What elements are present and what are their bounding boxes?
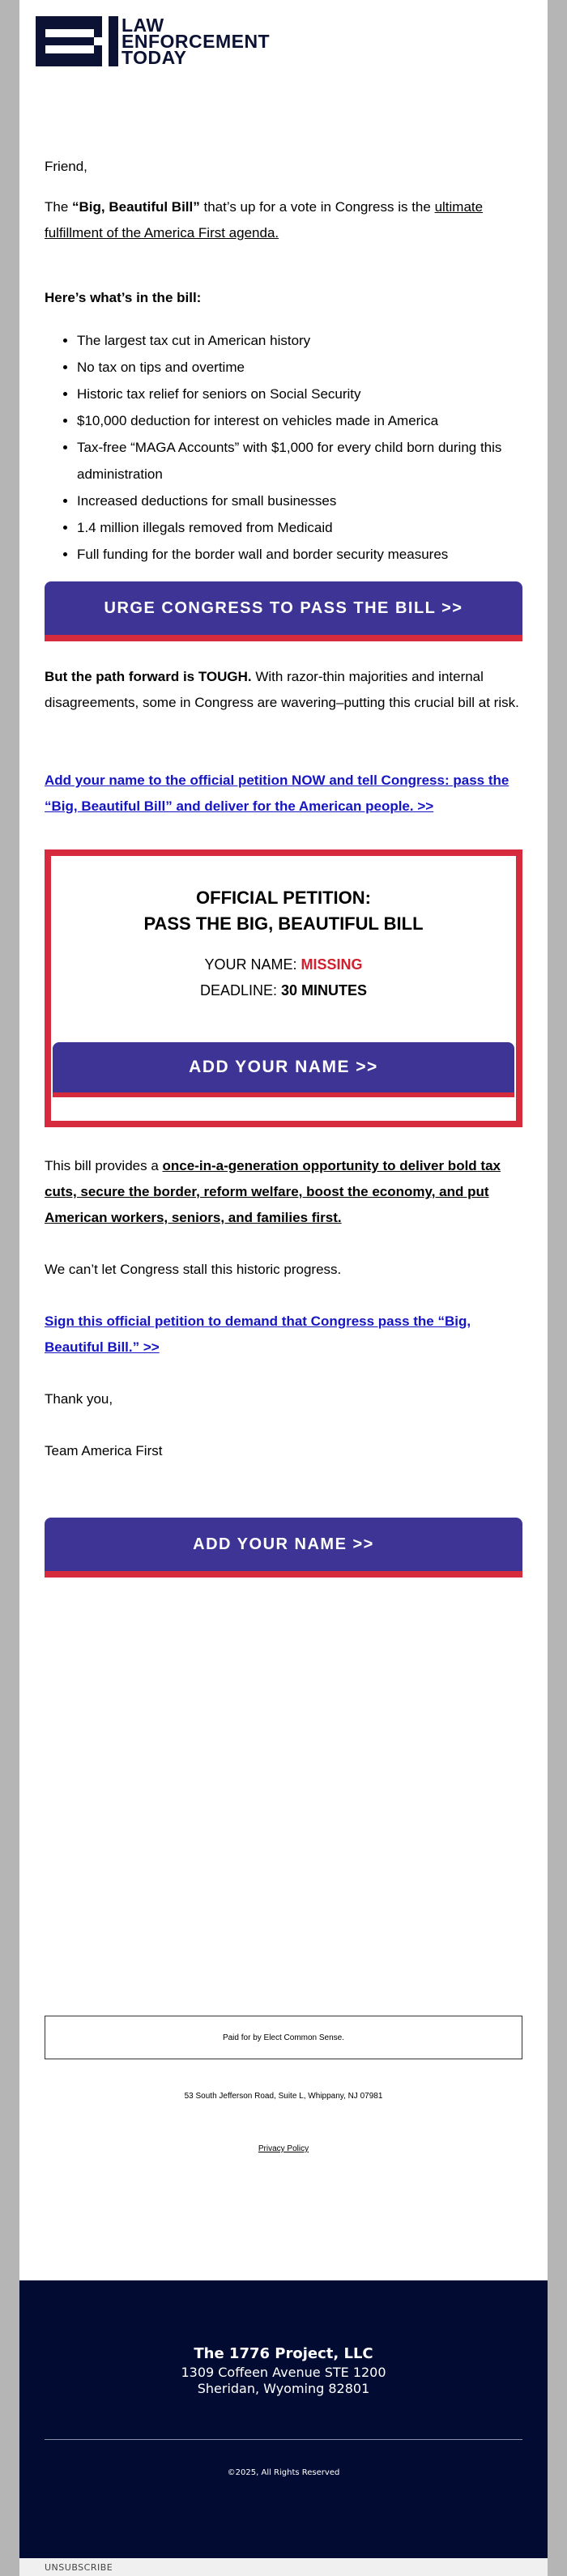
intro-mid: that’s up for a vote in Congress is the [199, 199, 435, 215]
petition-name-row [51, 952, 516, 977]
stall-paragraph: We can’t let Congress stall this historic progress. [45, 1262, 342, 1277]
logo-wordmark [122, 17, 270, 66]
footer-address-line-1: 1309 Coffeen Avenue STE 1200 [181, 2365, 386, 2380]
list-item: • The largest tax cut in American history [77, 327, 522, 354]
path-forward-rest: With razor-thin majorities and internal disagreements, some in Congress are wavering–putting this crucial bill at risk. [45, 669, 519, 710]
thank-you: Thank you, [45, 1391, 113, 1407]
footer-address [19, 2365, 548, 2397]
email-container [19, 0, 548, 2576]
signoff: Team America First [45, 1443, 163, 1458]
petition-title [51, 885, 516, 937]
petition-title-line-1: OFFICIAL PETITION: [196, 888, 371, 908]
urge-congress-button[interactable]: URGE CONGRESS TO PASS THE BILL >> [45, 581, 522, 641]
list-item: • Historic tax relief for seniors on Social Security [77, 381, 522, 407]
petition-name-value: MISSING [301, 956, 363, 973]
unsubscribe-bar [19, 2558, 548, 2576]
whats-in-heading [45, 285, 201, 311]
footer [19, 2280, 548, 2558]
footer-divider [45, 2439, 522, 2440]
list-item: • Increased deductions for small businesses [77, 488, 522, 514]
petition-title-line-2: PASS THE BIG, BEAUTIFUL BILL [143, 913, 424, 934]
privacy-policy-link[interactable]: Privacy Policy [258, 2144, 309, 2153]
list-item: • No tax on tips and overtime [77, 354, 522, 381]
add-name-paragraph [45, 768, 522, 820]
petition-deadline-value: 30 MINUTES [281, 982, 368, 998]
whats-in-text: Here’s what’s in the bill: [45, 290, 202, 305]
petition-deadline-row [51, 977, 516, 1003]
footer-company: The 1776 Project, LLC [194, 2345, 373, 2362]
intro-underline: ultimate fulfillment of the America First agenda. [45, 199, 484, 241]
add-your-name-button[interactable]: ADD YOUR NAME >> [45, 1518, 522, 1578]
petition-add-name-button[interactable]: ADD YOUR NAME >> [53, 1042, 514, 1097]
let-logo-mark-icon [36, 16, 118, 66]
intro-bill-name: “Big, Beautiful Bill” [72, 199, 200, 215]
provides-pre: This bill provides a [45, 1158, 163, 1173]
path-forward-bold: But the path forward is TOUGH. [45, 669, 252, 684]
list-item: • Full funding for the border wall and border security measures [77, 541, 522, 568]
sender-address: 53 South Jefferson Road, Suite L, Whippany, NJ 07981 [184, 2092, 383, 2101]
logo-line-3: TODAY [122, 47, 187, 68]
footer-address-line-2: Sheridan, Wyoming 82801 [197, 2381, 370, 2396]
logo-line-2: ENFORCEMENT [122, 31, 271, 52]
petition-deadline-label: DEADLINE: [199, 982, 281, 998]
unsubscribe-link[interactable]: UNSUBSCRIBE [45, 2562, 113, 2573]
bill-provides-paragraph [45, 1153, 522, 1231]
provides-bold: once-in-a-generation opportunity to deliver bold tax cuts, secure the border, reform welfare, boost the economy, and put American workers, seniors, and families first. [45, 1158, 501, 1225]
sign-petition-paragraph [45, 1309, 522, 1360]
logo-line-1: LAW [122, 15, 164, 36]
intro-pre: The [45, 199, 73, 215]
list-item: • Tax-free “MAGA Accounts” with $1,000 for every child born during this administration [77, 434, 522, 488]
petition-name-label: YOUR NAME: [204, 956, 301, 973]
paid-for-text: Paid for by Elect Common Sense. [222, 2033, 345, 2042]
intro-paragraph [45, 194, 522, 246]
list-item: • 1.4 million illegals removed from Medicaid [77, 514, 522, 541]
add-name-petition-link[interactable]: Add your name to the official petition NOW and tell Congress: pass the “Big, Beautiful Bill” and deliver for the American people. >> [45, 773, 509, 814]
petition-box [45, 849, 522, 1127]
greeting: Friend, [45, 159, 87, 174]
path-forward-paragraph [45, 664, 522, 716]
paid-for-disclaimer [45, 2016, 522, 2059]
sign-petition-link[interactable]: Sign this official petition to demand that Congress pass the “Big, Beautiful Bill.” >> [45, 1314, 471, 1355]
list-item: • $10,000 deduction for interest on vehicles made in America [77, 407, 522, 434]
footer-copyright: ©2025, All Rights Reserved [227, 2468, 340, 2477]
bill-highlights-list [45, 327, 522, 568]
law-enforcement-today-logo[interactable] [36, 16, 270, 66]
